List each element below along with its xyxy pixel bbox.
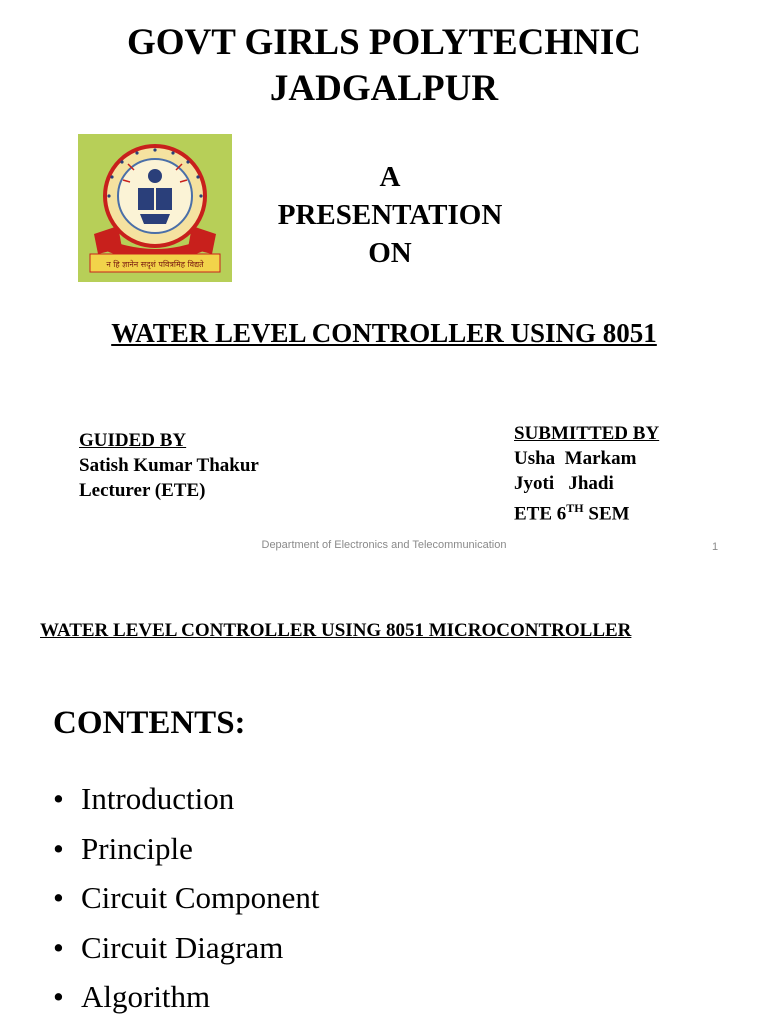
student-name: Usha Markam	[514, 448, 637, 469]
guided-by-heading: GUIDED BY	[79, 430, 187, 451]
bullet-icon: •	[53, 929, 64, 965]
list-item-label: Algorithm	[81, 979, 211, 1014]
class-suffix: SEM	[583, 503, 630, 525]
bullet-icon: •	[53, 979, 64, 1014]
guide-designation: Lecturer (ETE)	[79, 480, 206, 501]
list-item-label: Circuit Diagram	[81, 929, 284, 965]
presentation-line-on: ON	[368, 237, 412, 269]
list-item-label: Principle	[81, 830, 193, 866]
guide-name: Satish Kumar Thakur	[79, 455, 259, 476]
list-item-label: Circuit Component	[81, 880, 320, 915]
submitted-by-heading: SUBMITTED BY	[514, 423, 660, 444]
college-name-line2: JADGALPUR	[269, 68, 499, 109]
list-item	[53, 778, 320, 828]
list-item	[53, 927, 320, 977]
bullet-icon: •	[53, 880, 64, 915]
class-prefix: ETE 6	[514, 503, 567, 525]
presentation-line-a: A	[379, 161, 401, 193]
contents-slide	[0, 565, 768, 1024]
list-item	[53, 828, 320, 878]
contents-list	[53, 778, 320, 1026]
presentation-heading	[240, 158, 540, 272]
college-emblem-logo-graphic	[78, 134, 232, 282]
student-name: Jyoti Jhadi	[514, 473, 614, 494]
list-item-label: Introduction	[81, 781, 235, 816]
class-semester	[514, 496, 659, 526]
guided-by-block	[79, 428, 259, 503]
bullet-icon: •	[53, 830, 64, 866]
college-emblem-logo	[78, 134, 232, 282]
slide-title: WATER LEVEL CONTROLLER USING 8051 MICROCONTROLLER	[40, 620, 632, 641]
presentation-line-presentation: PRESENTATION	[277, 199, 503, 231]
logo-motto: न हि ज्ञानेन सदृशं पवित्रमिह विद्यते	[106, 260, 204, 269]
contents-heading: CONTENTS:	[53, 705, 246, 741]
footer-department: Department of Electronics and Telecommunication	[261, 539, 507, 551]
college-name	[0, 20, 768, 112]
bullet-icon: •	[53, 781, 64, 816]
submitted-by-block	[514, 421, 659, 526]
college-name-line1: GOVT GIRLS POLYTECHNIC	[126, 22, 642, 63]
list-item	[53, 976, 320, 1026]
project-title: WATER LEVEL CONTROLLER USING 8051	[111, 318, 657, 348]
class-superscript: TH	[566, 501, 584, 515]
slide-number: 1	[712, 541, 719, 553]
list-item	[53, 877, 320, 927]
